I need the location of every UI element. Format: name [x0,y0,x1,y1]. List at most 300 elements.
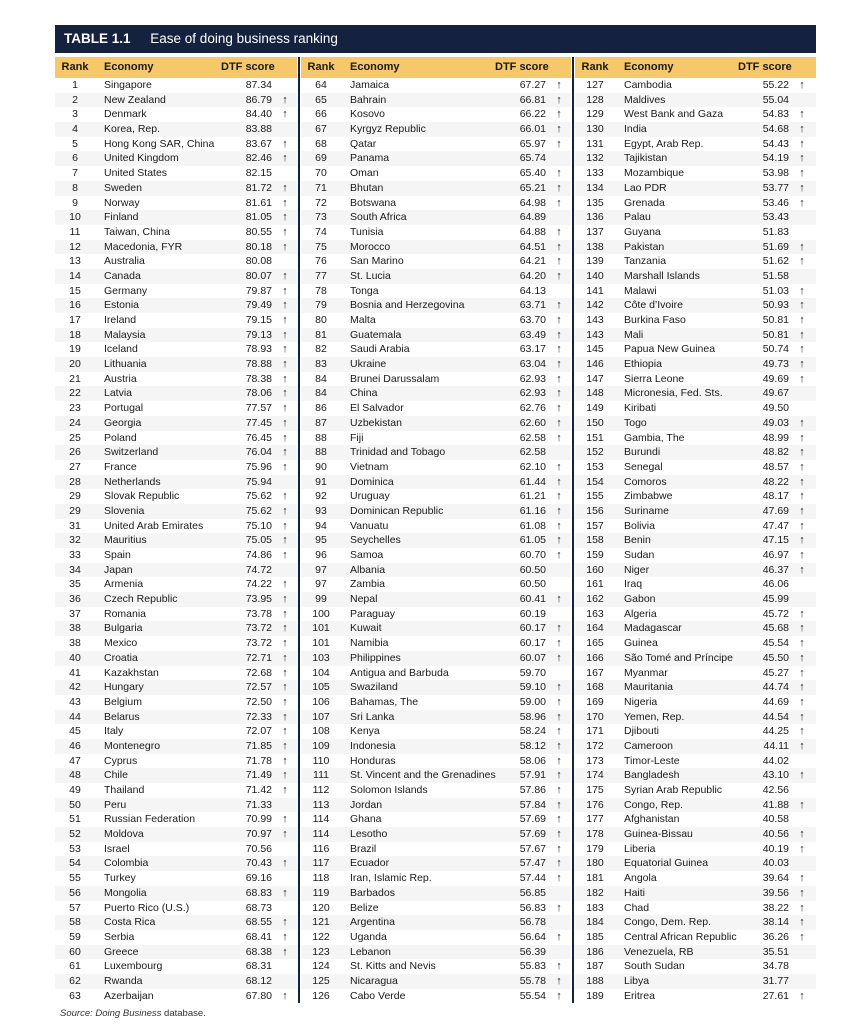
table-row [575,592,816,607]
table-row [301,519,571,534]
improvement-arrow-icon: ↑ [282,387,288,400]
rank-cell: 80 [315,314,327,326]
rank-cell: 143 [586,328,604,341]
score-cell: 64.13 [519,284,546,297]
rank-cell: 188 [586,974,604,987]
economy-cell: Nicaragua [350,974,398,987]
score-cell: 47.47 [762,519,789,532]
economy-cell: Bahamas, The [350,695,419,708]
score-cell: 39.56 [762,886,789,899]
improvement-arrow-icon: ↑ [799,255,805,268]
improvement-arrow-icon: ↑ [282,519,288,532]
table-row [575,856,816,871]
table-row [55,328,297,343]
economy-cell: Kuwait [350,622,382,635]
economy-cell: Cabo Verde [350,989,406,1002]
score-cell: 67.80 [245,989,272,1002]
score-cell: 69.16 [245,872,272,885]
score-cell: 82.15 [245,167,272,180]
table-row [55,592,297,607]
score-cell: 45.50 [762,651,789,664]
improvement-arrow-icon: ↑ [556,872,562,885]
rank-cell: 59 [69,930,81,943]
rank-cell: 10 [69,211,81,224]
score-cell: 57.86 [519,784,546,796]
economy-cell: Guyana [624,225,661,238]
improvement-arrow-icon: ↑ [556,402,562,415]
table-row [575,724,816,739]
table-row [575,915,816,930]
table-row [575,901,816,916]
economy-cell: Micronesia, Fed. Sts. [624,387,723,400]
table-row [575,254,816,269]
improvement-arrow-icon: ↑ [799,681,805,694]
economy-cell: Czech Republic [104,593,178,606]
table-row [575,930,816,945]
rank-cell: 134 [586,181,604,194]
rank-cell: 64 [315,79,327,91]
economy-cell: Iran, Islamic Rep. [350,872,432,885]
score-cell: 70.97 [245,828,272,841]
score-cell: 44.11 [763,739,789,752]
table-row [301,710,571,725]
table-row [301,460,571,475]
rank-cell: 13 [69,255,81,268]
score-cell: 55.22 [762,79,789,91]
source-title: Doing Business [95,1008,162,1019]
table-row [575,225,816,240]
table-row [55,533,297,548]
economy-cell: Turkey [104,872,136,885]
improvement-arrow-icon: ↑ [556,593,562,606]
improvement-arrow-icon: ↑ [282,343,288,356]
improvement-arrow-icon: ↑ [556,460,562,473]
improvement-arrow-icon: ↑ [556,622,562,635]
score-cell: 75.96 [245,460,272,473]
improvement-arrow-icon: ↑ [799,181,805,194]
rank-cell: 55 [69,872,81,885]
table-row [55,166,297,181]
economy-cell: Austria [104,372,137,385]
economy-cell: Namibia [350,637,389,650]
rank-cell: 51 [69,813,81,826]
rank-cell: 48 [69,769,81,782]
rank-cell: 186 [586,945,604,958]
score-cell: 61.05 [519,534,546,547]
score-cell: 46.97 [762,549,789,561]
score-cell: 54.43 [762,137,789,150]
score-cell: 50.81 [762,314,789,326]
economy-cell: Mongolia [104,886,147,899]
score-cell: 71.42 [245,784,272,796]
economy-cell: St. Vincent and the Grenadines [350,769,496,782]
table-row [575,563,816,578]
improvement-arrow-icon: ↑ [799,152,805,165]
rank-cell: 128 [586,93,604,106]
economy-cell: Hungary [104,681,144,694]
rank-cell: 116 [312,842,330,855]
score-cell: 38.22 [762,901,789,914]
improvement-arrow-icon: ↑ [799,314,805,326]
table-row [575,328,816,343]
table-row [55,812,297,827]
improvement-arrow-icon: ↑ [799,651,805,664]
rank-cell: 58 [69,916,81,929]
table-row [575,607,816,622]
economy-cell: China [350,387,378,400]
score-cell: 79.15 [245,314,272,326]
rank-cell: 97 [315,578,327,591]
economy-cell: New Zealand [104,93,166,106]
improvement-arrow-icon: ↑ [556,314,562,326]
improvement-arrow-icon: ↑ [556,725,562,738]
score-cell: 57.84 [519,798,546,811]
header-rank: Rank [61,61,89,73]
table-row [575,313,816,328]
economy-cell: Mozambique [624,167,685,180]
score-cell: 79.13 [245,328,272,341]
improvement-arrow-icon: ↑ [556,240,562,253]
table-row [301,313,571,328]
rank-cell: 23 [69,402,81,415]
score-cell: 81.05 [245,211,272,224]
score-cell: 50.81 [762,328,789,341]
score-cell: 45.99 [762,593,789,606]
score-cell: 47.69 [762,504,789,517]
score-cell: 58.06 [519,754,546,767]
table-row [575,651,816,666]
table-row [575,695,816,710]
table-row [575,401,816,416]
table-row [575,386,816,401]
table-row [301,122,571,137]
improvement-arrow-icon: ↑ [799,299,805,312]
table-row [55,78,297,93]
improvement-arrow-icon: ↑ [556,534,562,547]
rank-cell: 110 [312,754,330,767]
improvement-arrow-icon: ↑ [282,358,288,371]
economy-cell: Bosnia and Herzegovina [350,299,465,312]
economy-cell: Jamaica [350,79,390,91]
score-cell: 57.69 [519,828,546,841]
table-row [575,798,816,813]
economy-cell: Grenada [624,196,665,209]
improvement-arrow-icon: ↑ [556,681,562,694]
rank-cell: 33 [69,549,81,561]
economy-cell: Bangladesh [624,769,680,782]
rank-cell: 41 [69,666,81,679]
economy-cell: Iraq [624,578,643,591]
table-row [55,945,297,960]
score-cell: 45.54 [762,637,789,650]
table-row [575,945,816,960]
improvement-arrow-icon: ↑ [282,299,288,312]
score-cell: 61.08 [519,519,546,532]
table-row [575,298,816,313]
table-row [55,504,297,519]
table-row [301,945,571,960]
rank-cell: 150 [586,416,604,429]
rank-cell: 4 [72,123,78,136]
economy-cell: Tunisia [350,225,384,238]
rank-cell: 8 [72,181,78,194]
economy-cell: Netherlands [104,475,161,488]
economy-cell: Papua New Guinea [624,343,716,356]
economy-cell: Kyrgyz Republic [350,123,426,136]
rank-cell: 142 [586,299,604,312]
table-row [575,754,816,769]
rank-cell: 1 [72,79,78,91]
economy-cell: Gabon [624,593,656,606]
score-cell: 48.82 [762,446,789,459]
table-row [55,181,297,196]
rank-cell: 84 [315,372,327,385]
score-cell: 55.04 [762,93,789,106]
rank-cell: 114 [312,813,330,826]
table-row [301,269,571,284]
improvement-arrow-icon: ↑ [556,328,562,341]
rank-cell: 37 [69,607,81,620]
improvement-arrow-icon: ↑ [282,431,288,444]
improvement-arrow-icon: ↑ [556,475,562,488]
improvement-arrow-icon: ↑ [556,695,562,708]
score-cell: 72.68 [245,666,272,679]
score-cell: 78.06 [245,387,272,400]
economy-cell: Chile [104,769,128,782]
table-body [55,78,297,1003]
improvement-arrow-icon: ↑ [799,916,805,929]
economy-cell: Dominican Republic [350,504,444,517]
score-cell: 70.43 [245,857,272,870]
economy-cell: Uganda [350,930,387,943]
improvement-arrow-icon: ↑ [282,196,288,209]
economy-cell: Burkina Faso [624,314,686,326]
table-row [301,548,571,563]
rank-cell: 11 [69,225,81,238]
rank-cell: 3 [72,108,78,121]
score-cell: 70.56 [245,842,272,855]
table-row [55,621,297,636]
rank-cell: 83 [315,358,327,371]
improvement-arrow-icon: ↑ [799,123,805,136]
table-row [301,107,571,122]
economy-cell: United States [104,167,168,180]
improvement-arrow-icon: ↑ [282,637,288,650]
score-cell: 44.25 [762,725,789,738]
table-row [55,196,297,211]
economy-cell: Ecuador [350,857,390,870]
table-row [55,989,297,1004]
economy-cell: Botswana [350,196,397,209]
table-row [301,930,571,945]
economy-cell: Myanmar [624,666,668,679]
table-row [301,989,571,1004]
score-cell: 68.41 [245,930,272,943]
table-row [575,357,816,372]
score-cell: 75.94 [245,475,272,488]
score-cell: 53.98 [762,167,789,180]
score-cell: 49.69 [762,372,789,385]
economy-cell: Argentina [350,916,395,929]
score-cell: 75.62 [245,490,272,503]
improvement-arrow-icon: ↑ [556,343,562,356]
economy-cell: Samoa [350,549,384,561]
score-cell: 75.10 [245,519,272,532]
table-row [55,107,297,122]
improvement-arrow-icon: ↑ [282,916,288,929]
improvement-arrow-icon: ↑ [799,328,805,341]
rank-cell: 185 [586,930,604,943]
economy-cell: Vanuatu [350,519,389,532]
improvement-arrow-icon: ↑ [282,930,288,943]
economy-cell: Zimbabwe [624,490,673,503]
rank-cell: 104 [312,666,330,679]
economy-cell: Greece [104,945,139,958]
score-cell: 50.74 [762,343,789,356]
score-cell: 73.72 [245,637,272,650]
improvement-arrow-icon: ↑ [556,137,562,150]
table-row [575,886,816,901]
table-row [301,386,571,401]
score-cell: 53.46 [762,196,789,209]
score-cell: 51.83 [762,225,789,238]
table-row [575,372,816,387]
economy-cell: Brazil [350,842,377,855]
score-cell: 66.01 [519,123,546,136]
score-cell: 57.67 [519,842,546,855]
score-cell: 56.83 [519,901,546,914]
improvement-arrow-icon: ↑ [556,784,562,796]
score-cell: 64.51 [519,240,546,253]
score-cell: 48.22 [762,475,789,488]
score-cell: 60.50 [519,578,546,591]
score-cell: 68.73 [245,901,272,914]
score-cell: 86.79 [245,93,272,106]
economy-cell: Iceland [104,343,138,356]
score-cell: 76.04 [245,446,272,459]
table-row [55,298,297,313]
source-note [60,1008,206,1019]
economy-cell: Antigua and Barbuda [350,666,449,679]
ranking-column-2 [301,57,571,1003]
economy-cell: Finland [104,211,139,224]
economy-cell: Mauritius [104,534,147,547]
economy-cell: Croatia [104,651,138,664]
table-row [575,196,816,211]
table-row [55,754,297,769]
rank-cell: 9 [72,196,78,209]
table-row [301,695,571,710]
score-cell: 80.18 [245,240,272,253]
score-cell: 46.37 [762,563,789,576]
rank-cell: 167 [586,666,604,679]
improvement-arrow-icon: ↑ [799,842,805,855]
improvement-arrow-icon: ↑ [282,607,288,620]
economy-cell: Estonia [104,299,140,312]
economy-cell: Russian Federation [104,813,196,826]
rank-cell: 53 [69,842,81,855]
improvement-arrow-icon: ↑ [282,504,288,517]
improvement-arrow-icon: ↑ [282,828,288,841]
table-row [301,342,571,357]
rank-cell: 24 [69,416,81,429]
economy-cell: Hong Kong SAR, China [104,137,215,150]
improvement-arrow-icon: ↑ [556,710,562,723]
score-cell: 56.64 [519,930,546,943]
economy-cell: Brunei Darussalam [350,372,440,385]
rank-cell: 47 [69,754,81,767]
rank-cell: 62 [69,974,81,987]
table-row [301,240,571,255]
economy-cell: Honduras [350,754,396,767]
score-cell: 82.46 [245,152,272,165]
economy-cell: Pakistan [624,240,665,253]
improvement-arrow-icon: ↑ [282,137,288,150]
score-cell: 59.10 [519,681,546,694]
table-row [55,313,297,328]
economy-cell: Sudan [624,549,655,561]
table-title-bar [55,25,816,53]
improvement-arrow-icon: ↑ [556,372,562,385]
improvement-arrow-icon: ↑ [282,681,288,694]
improvement-arrow-icon: ↑ [556,519,562,532]
score-cell: 68.83 [245,886,272,899]
score-cell: 68.55 [245,916,272,929]
score-cell: 68.12 [245,974,272,987]
economy-cell: Thailand [104,784,145,796]
economy-cell: Albania [350,563,386,576]
score-cell: 73.78 [245,607,272,620]
economy-cell: Nepal [350,593,378,606]
table-row [575,269,816,284]
rank-cell: 16 [69,299,81,312]
improvement-arrow-icon: ↑ [799,989,805,1002]
rank-cell: 32 [69,534,81,547]
table-row [301,666,571,681]
improvement-arrow-icon: ↑ [556,842,562,855]
rank-cell: 40 [69,651,81,664]
header-score: DTF score [221,61,275,73]
economy-cell: South Sudan [624,960,685,973]
table-row [55,739,297,754]
improvement-arrow-icon: ↑ [556,549,562,561]
score-cell: 83.88 [245,123,272,136]
improvement-arrow-icon: ↑ [556,225,562,238]
improvement-arrow-icon: ↑ [799,769,805,782]
rank-cell: 87 [315,416,327,429]
rank-cell: 177 [586,813,604,826]
rank-cell: 6 [72,152,78,165]
rank-cell: 77 [315,269,327,282]
score-cell: 51.62 [762,255,789,268]
table-row [55,695,297,710]
improvement-arrow-icon: ↑ [556,416,562,429]
score-cell: 62.10 [519,460,546,473]
economy-cell: Egypt, Arab Rep. [624,137,704,150]
improvement-arrow-icon: ↑ [799,504,805,517]
score-cell: 73.72 [245,622,272,635]
economy-cell: Luxembourg [104,960,163,973]
economy-cell: Zambia [350,578,386,591]
table-row [301,651,571,666]
economy-cell: Oman [350,167,379,180]
header-economy: Economy [624,61,674,73]
rank-cell: 81 [315,328,327,341]
economy-cell: Malawi [624,284,657,297]
economy-cell: Belize [350,901,379,914]
improvement-arrow-icon: ↑ [556,504,562,517]
rank-cell: 46 [69,739,81,752]
